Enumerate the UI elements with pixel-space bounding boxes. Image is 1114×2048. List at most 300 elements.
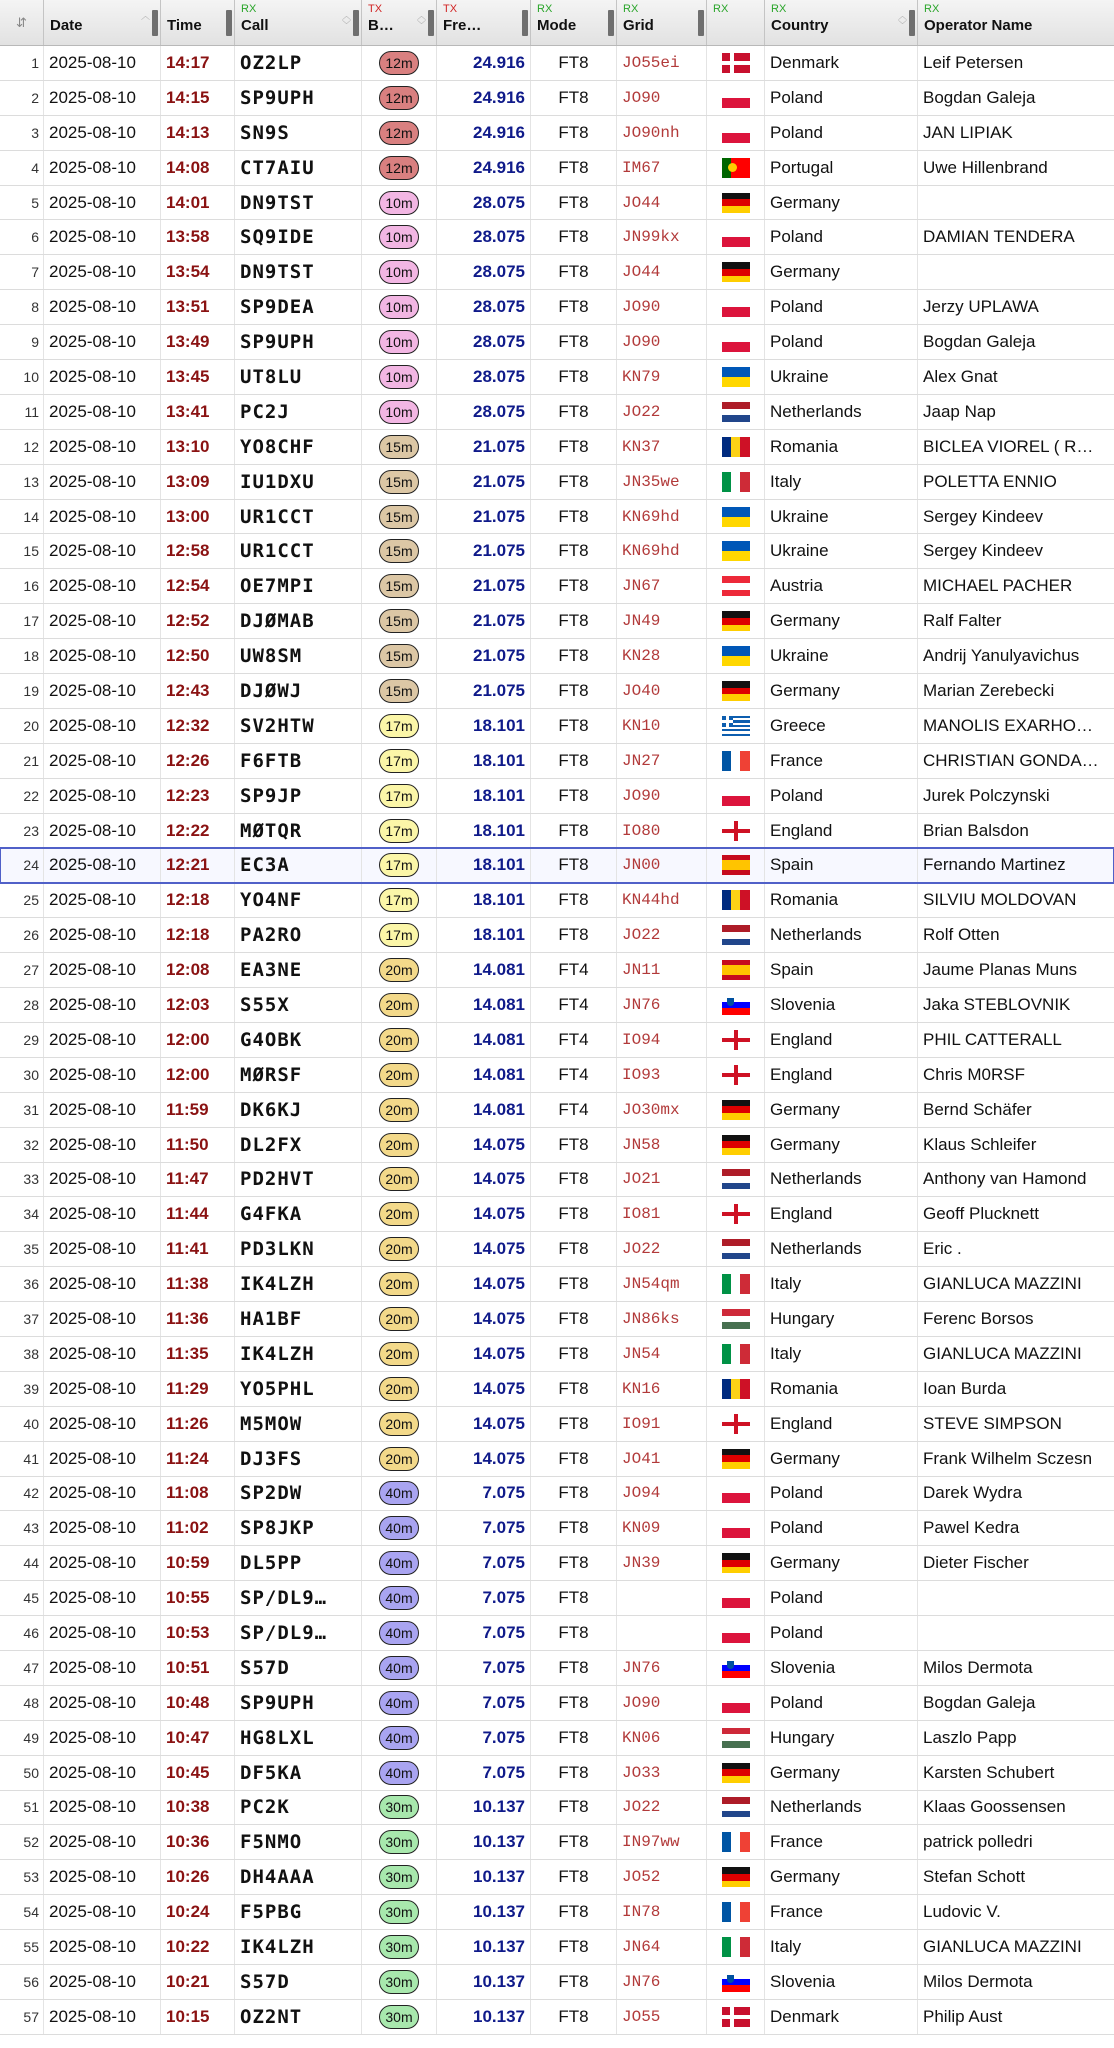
country-flag-icon bbox=[722, 1832, 750, 1852]
time-cell: 13:54 bbox=[161, 255, 235, 289]
table-row[interactable] bbox=[0, 1058, 1114, 1093]
country-cell: Ukraine bbox=[765, 360, 918, 394]
table-row[interactable] bbox=[0, 500, 1114, 535]
flag-cell bbox=[707, 604, 765, 638]
date-cell: 2025-08-10 bbox=[44, 500, 161, 534]
mode-cell: FT8 bbox=[531, 360, 617, 394]
grid-cell: JN76 bbox=[617, 988, 707, 1022]
country-cell: Germany bbox=[765, 604, 918, 638]
country-flag-icon bbox=[722, 646, 750, 666]
country-cell: Denmark bbox=[765, 46, 918, 80]
band-badge: 17m bbox=[379, 923, 419, 947]
table-row[interactable] bbox=[0, 779, 1114, 814]
table-row[interactable] bbox=[0, 81, 1114, 116]
row-number-header[interactable] bbox=[0, 0, 44, 45]
row-number: 17 bbox=[0, 604, 44, 638]
mode-cell: FT8 bbox=[531, 1477, 617, 1511]
column-resize-handle[interactable] bbox=[608, 10, 614, 36]
mode-cell: FT8 bbox=[531, 1651, 617, 1685]
date-cell: 2025-08-10 bbox=[44, 1825, 161, 1859]
country-flag-icon bbox=[722, 1065, 750, 1085]
flag-cell bbox=[707, 1825, 765, 1859]
time-cell: 10:47 bbox=[161, 1721, 235, 1755]
grid-cell: JN64 bbox=[617, 1930, 707, 1964]
date-column-header[interactable] bbox=[44, 0, 161, 45]
table-row[interactable] bbox=[0, 1860, 1114, 1895]
band-cell bbox=[362, 1058, 437, 1092]
grid-cell: IO91 bbox=[617, 1407, 707, 1441]
operator-cell: Philip Aust bbox=[923, 2006, 1003, 2026]
table-row[interactable] bbox=[0, 186, 1114, 221]
table-row[interactable] bbox=[0, 46, 1114, 81]
date-cell: 2025-08-10 bbox=[44, 744, 161, 778]
band-cell bbox=[362, 569, 437, 603]
table-row[interactable] bbox=[0, 848, 1114, 883]
tx-tag: TX bbox=[368, 3, 383, 15]
table-row[interactable] bbox=[0, 1651, 1114, 1686]
sort-arrows-icon[interactable]: ︿ ﹀ bbox=[416, 11, 426, 30]
band-badge: 10m bbox=[379, 330, 419, 354]
band-badge: 10m bbox=[379, 365, 419, 389]
row-number: 24 bbox=[0, 848, 44, 882]
band-cell bbox=[362, 430, 437, 464]
flag-cell bbox=[707, 1860, 765, 1894]
country-cell: Spain bbox=[765, 953, 918, 987]
operator-cell: Ralf Falter bbox=[923, 611, 1002, 631]
column-resize-handle[interactable] bbox=[909, 10, 915, 36]
operator-cell: Karsten Schubert bbox=[923, 1762, 1055, 1782]
row-number: 1 bbox=[0, 46, 44, 80]
date-cell: 2025-08-10 bbox=[44, 1965, 161, 1999]
time-cell: 13:10 bbox=[161, 430, 235, 464]
band-badge: 20m bbox=[379, 1063, 419, 1087]
row-number: 29 bbox=[0, 1023, 44, 1057]
table-row[interactable] bbox=[0, 1302, 1114, 1337]
column-header-bar bbox=[0, 0, 1114, 46]
grid-cell: KN16 bbox=[617, 1372, 707, 1406]
band-cell bbox=[362, 1232, 437, 1266]
table-row[interactable] bbox=[0, 1407, 1114, 1442]
country-flag-icon bbox=[722, 1658, 750, 1678]
date-cell: 2025-08-10 bbox=[44, 1058, 161, 1092]
column-resize-handle[interactable] bbox=[698, 10, 704, 36]
flag-column-header[interactable] bbox=[707, 0, 765, 45]
mode-cell: FT4 bbox=[531, 1023, 617, 1057]
time-cell: 11:29 bbox=[161, 1372, 235, 1406]
grid-cell: IO81 bbox=[617, 1197, 707, 1231]
column-resize-handle[interactable] bbox=[522, 10, 528, 36]
country-cell: Slovenia bbox=[765, 988, 918, 1022]
time-cell: 12:23 bbox=[161, 779, 235, 813]
band-badge: 40m bbox=[379, 1516, 419, 1540]
country-flag-icon bbox=[722, 1763, 750, 1783]
operator-header-label: Operator Name bbox=[924, 17, 1033, 34]
time-cell: 11:26 bbox=[161, 1407, 235, 1441]
time-cell: 10:15 bbox=[161, 2000, 235, 2034]
operator-cell: Pawel Kedra bbox=[923, 1518, 1020, 1538]
country-column-header[interactable] bbox=[765, 0, 918, 45]
table-row[interactable] bbox=[0, 1721, 1114, 1756]
flag-cell bbox=[707, 814, 765, 848]
flag-cell bbox=[707, 151, 765, 185]
grid-cell: KN10 bbox=[617, 709, 707, 743]
band-cell bbox=[362, 151, 437, 185]
row-number: 21 bbox=[0, 744, 44, 778]
table-row[interactable] bbox=[0, 814, 1114, 849]
table-row[interactable] bbox=[0, 639, 1114, 674]
frequency-cell: 28.075 bbox=[437, 255, 531, 289]
operator-cell: Klaus Schleifer bbox=[923, 1134, 1037, 1154]
row-number: 42 bbox=[0, 1477, 44, 1511]
mode-cell: FT8 bbox=[531, 220, 617, 254]
frequency-cell: 10.137 bbox=[437, 1860, 531, 1894]
band-cell bbox=[362, 1825, 437, 1859]
table-row[interactable] bbox=[0, 1093, 1114, 1128]
operator-cell: patrick polledri bbox=[923, 1832, 1033, 1852]
country-cell: Netherlands bbox=[765, 1163, 918, 1197]
table-row[interactable] bbox=[0, 290, 1114, 325]
time-cell: 13:58 bbox=[161, 220, 235, 254]
band-badge: 10m bbox=[379, 260, 419, 284]
table-row[interactable] bbox=[0, 1337, 1114, 1372]
mode-cell: FT8 bbox=[531, 1895, 617, 1929]
date-cell: 2025-08-10 bbox=[44, 46, 161, 80]
table-row[interactable] bbox=[0, 953, 1114, 988]
table-row[interactable] bbox=[0, 1197, 1114, 1232]
date-cell: 2025-08-10 bbox=[44, 814, 161, 848]
band-badge: 20m bbox=[379, 1202, 419, 1226]
country-cell: Hungary bbox=[765, 1721, 918, 1755]
mode-cell: FT4 bbox=[531, 1093, 617, 1127]
operator-cell: Bogdan Galeja bbox=[923, 332, 1036, 352]
row-number: 25 bbox=[0, 883, 44, 917]
frequency-header-label: Fre… bbox=[443, 17, 482, 34]
band-cell bbox=[362, 1860, 437, 1894]
table-row[interactable] bbox=[0, 1965, 1114, 2000]
band-cell bbox=[362, 604, 437, 638]
table-row[interactable] bbox=[0, 883, 1114, 918]
country-flag-icon bbox=[722, 88, 750, 108]
mode-column-header[interactable] bbox=[531, 0, 617, 45]
frequency-cell: 24.916 bbox=[437, 46, 531, 80]
row-number: 11 bbox=[0, 395, 44, 429]
date-cell: 2025-08-10 bbox=[44, 1232, 161, 1266]
country-flag-icon bbox=[722, 123, 750, 143]
frequency-cell: 21.075 bbox=[437, 569, 531, 603]
callsign-cell: DK6KJ bbox=[235, 1093, 362, 1127]
operator-column-header[interactable] bbox=[918, 0, 1114, 45]
operator-cell: Milos Dermota bbox=[923, 1971, 1033, 1991]
callsign-cell: SP9UPH bbox=[235, 1686, 362, 1720]
country-cell: Poland bbox=[765, 325, 918, 359]
table-row[interactable] bbox=[0, 674, 1114, 709]
callsign-cell: SP9JP bbox=[235, 779, 362, 813]
band-cell bbox=[362, 1511, 437, 1545]
row-number: 23 bbox=[0, 814, 44, 848]
band-cell bbox=[362, 465, 437, 499]
table-row[interactable] bbox=[0, 1825, 1114, 1860]
country-flag-icon bbox=[722, 890, 750, 910]
grid-cell: KN37 bbox=[617, 430, 707, 464]
band-cell bbox=[362, 1023, 437, 1057]
callsign-cell: S57D bbox=[235, 1965, 362, 1999]
band-cell bbox=[362, 1093, 437, 1127]
operator-cell: GIANLUCA MAZZINI bbox=[923, 1274, 1082, 1294]
callsign-cell: DN9TST bbox=[235, 255, 362, 289]
grid-cell: JN27 bbox=[617, 744, 707, 778]
callsign-cell: F5NMO bbox=[235, 1825, 362, 1859]
table-row[interactable] bbox=[0, 1930, 1114, 1965]
time-cell: 10:45 bbox=[161, 1756, 235, 1790]
frequency-column-header[interactable] bbox=[437, 0, 531, 45]
table-row[interactable] bbox=[0, 1616, 1114, 1651]
table-row[interactable] bbox=[0, 988, 1114, 1023]
flag-cell bbox=[707, 1372, 765, 1406]
callsign-cell: IK4LZH bbox=[235, 1267, 362, 1301]
row-number: 49 bbox=[0, 1721, 44, 1755]
frequency-cell: 21.075 bbox=[437, 500, 531, 534]
row-number: 43 bbox=[0, 1511, 44, 1545]
row-number: 48 bbox=[0, 1686, 44, 1720]
country-flag-icon bbox=[722, 1623, 750, 1643]
time-cell: 12:00 bbox=[161, 1023, 235, 1057]
time-cell: 10:22 bbox=[161, 1930, 235, 1964]
country-flag-icon bbox=[722, 960, 750, 980]
band-cell bbox=[362, 674, 437, 708]
time-cell: 11:02 bbox=[161, 1511, 235, 1545]
column-resize-handle[interactable] bbox=[226, 10, 232, 36]
time-cell: 12:21 bbox=[161, 848, 235, 882]
band-badge: 10m bbox=[379, 225, 419, 249]
frequency-cell: 14.075 bbox=[437, 1302, 531, 1336]
date-cell: 2025-08-10 bbox=[44, 116, 161, 150]
band-badge: 30m bbox=[379, 1865, 419, 1889]
mode-cell: FT8 bbox=[531, 1267, 617, 1301]
band-badge: 40m bbox=[379, 1726, 419, 1750]
table-row[interactable] bbox=[0, 709, 1114, 744]
table-row[interactable] bbox=[0, 1686, 1114, 1721]
operator-cell: Sergey Kindeev bbox=[923, 506, 1044, 526]
frequency-cell: 7.075 bbox=[437, 1477, 531, 1511]
column-resize-handle[interactable] bbox=[353, 10, 359, 36]
date-cell: 2025-08-10 bbox=[44, 1093, 161, 1127]
time-cell: 12:32 bbox=[161, 709, 235, 743]
table-row[interactable] bbox=[0, 1511, 1114, 1546]
table-row[interactable] bbox=[0, 1546, 1114, 1581]
table-row[interactable] bbox=[0, 1442, 1114, 1477]
row-number: 28 bbox=[0, 988, 44, 1022]
row-number: 55 bbox=[0, 1930, 44, 1964]
row-number: 46 bbox=[0, 1616, 44, 1650]
table-row[interactable] bbox=[0, 395, 1114, 430]
flag-cell bbox=[707, 1442, 765, 1476]
frequency-cell: 7.075 bbox=[437, 1686, 531, 1720]
table-row[interactable] bbox=[0, 918, 1114, 953]
band-column-header[interactable] bbox=[362, 0, 437, 45]
country-cell: Slovenia bbox=[765, 1965, 918, 1999]
operator-cell: Dieter Fischer bbox=[923, 1553, 1029, 1573]
table-row[interactable] bbox=[0, 1232, 1114, 1267]
flag-cell bbox=[707, 290, 765, 324]
table-row[interactable] bbox=[0, 220, 1114, 255]
band-cell bbox=[362, 1407, 437, 1441]
band-cell bbox=[362, 1442, 437, 1476]
table-row[interactable] bbox=[0, 1023, 1114, 1058]
row-number: 50 bbox=[0, 1756, 44, 1790]
table-row[interactable] bbox=[0, 1756, 1114, 1791]
row-number: 19 bbox=[0, 674, 44, 708]
operator-cell: Geoff Plucknett bbox=[923, 1204, 1039, 1224]
band-badge: 15m bbox=[379, 505, 419, 529]
table-row[interactable] bbox=[0, 604, 1114, 639]
flag-cell bbox=[707, 500, 765, 534]
sort-arrows-icon[interactable]: ︿ ﹀ bbox=[341, 11, 351, 30]
flag-cell bbox=[707, 1302, 765, 1336]
grid-cell: IO80 bbox=[617, 814, 707, 848]
table-row[interactable] bbox=[0, 360, 1114, 395]
callsign-cell: UR1CCT bbox=[235, 534, 362, 568]
time-column-header[interactable] bbox=[161, 0, 235, 45]
country-cell: Germany bbox=[765, 1093, 918, 1127]
country-flag-icon bbox=[722, 1867, 750, 1887]
grid-cell: KN44hd bbox=[617, 883, 707, 917]
band-cell bbox=[362, 500, 437, 534]
table-row[interactable] bbox=[0, 325, 1114, 360]
frequency-cell: 14.075 bbox=[437, 1267, 531, 1301]
date-cell: 2025-08-10 bbox=[44, 255, 161, 289]
table-row[interactable] bbox=[0, 1477, 1114, 1512]
callsign-cell: F5PBG bbox=[235, 1895, 362, 1929]
band-cell bbox=[362, 1477, 437, 1511]
table-row[interactable] bbox=[0, 744, 1114, 779]
callsign-cell: UW8SM bbox=[235, 639, 362, 673]
row-number: 8 bbox=[0, 290, 44, 324]
table-row[interactable] bbox=[0, 465, 1114, 500]
callsign-cell: SP/DL9… bbox=[235, 1616, 362, 1650]
band-cell bbox=[362, 1721, 437, 1755]
frequency-cell: 18.101 bbox=[437, 779, 531, 813]
country-cell: Poland bbox=[765, 1581, 918, 1615]
row-number: 31 bbox=[0, 1093, 44, 1127]
grid-cell: KN69hd bbox=[617, 534, 707, 568]
time-cell: 10:38 bbox=[161, 1791, 235, 1825]
sort-arrow-icon[interactable]: ︿ bbox=[140, 11, 150, 21]
operator-cell: JAN LIPIAK bbox=[923, 122, 1013, 142]
band-cell bbox=[362, 883, 437, 917]
country-cell: England bbox=[765, 1197, 918, 1231]
callsign-cell: CT7AIU bbox=[235, 151, 362, 185]
grid-cell: JN54qm bbox=[617, 1267, 707, 1301]
callsign-cell: HG8LXL bbox=[235, 1721, 362, 1755]
row-number: 30 bbox=[0, 1058, 44, 1092]
table-row[interactable] bbox=[0, 255, 1114, 290]
table-row[interactable] bbox=[0, 116, 1114, 151]
flag-cell bbox=[707, 325, 765, 359]
table-row[interactable] bbox=[0, 1581, 1114, 1616]
operator-cell: Frank Wilhelm Sczesn bbox=[923, 1448, 1093, 1468]
grid-cell bbox=[617, 1616, 707, 1650]
table-row[interactable] bbox=[0, 1163, 1114, 1198]
band-badge: 15m bbox=[379, 470, 419, 494]
callsign-cell: SP2DW bbox=[235, 1477, 362, 1511]
date-cell: 2025-08-10 bbox=[44, 1721, 161, 1755]
table-row[interactable] bbox=[0, 2000, 1114, 2035]
callsign-cell: YO4NF bbox=[235, 883, 362, 917]
table-row[interactable] bbox=[0, 534, 1114, 569]
table-row[interactable] bbox=[0, 1267, 1114, 1302]
operator-cell: Jerzy UPLAWA bbox=[923, 297, 1039, 317]
mode-cell: FT8 bbox=[531, 116, 617, 150]
table-row[interactable] bbox=[0, 569, 1114, 604]
date-cell: 2025-08-10 bbox=[44, 1442, 161, 1476]
date-cell: 2025-08-10 bbox=[44, 186, 161, 220]
grid-cell: JO52 bbox=[617, 1860, 707, 1894]
frequency-cell: 14.075 bbox=[437, 1442, 531, 1476]
grid-cell: KN09 bbox=[617, 1511, 707, 1545]
date-header-label: Date bbox=[50, 17, 83, 34]
rx-tag: RX bbox=[241, 3, 257, 15]
country-cell: Italy bbox=[765, 465, 918, 499]
country-cell: Poland bbox=[765, 116, 918, 150]
band-cell bbox=[362, 1895, 437, 1929]
operator-cell: Laszlo Papp bbox=[923, 1727, 1017, 1747]
frequency-cell: 18.101 bbox=[437, 744, 531, 778]
row-number: 18 bbox=[0, 639, 44, 673]
country-flag-icon bbox=[722, 1972, 750, 1992]
column-resize-handle[interactable] bbox=[428, 10, 434, 36]
time-cell: 11:44 bbox=[161, 1197, 235, 1231]
grid-column-header[interactable] bbox=[617, 0, 707, 45]
callsign-cell: S57D bbox=[235, 1651, 362, 1685]
call-column-header[interactable] bbox=[235, 0, 362, 45]
row-number: 6 bbox=[0, 220, 44, 254]
callsign-cell: SP9DEA bbox=[235, 290, 362, 324]
country-flag-icon bbox=[722, 507, 750, 527]
date-cell: 2025-08-10 bbox=[44, 2000, 161, 2034]
grid-cell: JO40 bbox=[617, 674, 707, 708]
mode-cell: FT8 bbox=[531, 744, 617, 778]
table-row[interactable] bbox=[0, 1372, 1114, 1407]
column-resize-handle[interactable] bbox=[152, 10, 158, 36]
time-cell: 11:50 bbox=[161, 1128, 235, 1162]
band-cell bbox=[362, 744, 437, 778]
time-cell: 12:43 bbox=[161, 674, 235, 708]
table-row[interactable] bbox=[0, 1791, 1114, 1826]
callsign-cell: SP/DL9… bbox=[235, 1581, 362, 1615]
table-row[interactable] bbox=[0, 1895, 1114, 1930]
country-cell: Germany bbox=[765, 1442, 918, 1476]
table-row[interactable] bbox=[0, 151, 1114, 186]
frequency-cell: 28.075 bbox=[437, 186, 531, 220]
country-flag-icon bbox=[722, 925, 750, 945]
row-number: 56 bbox=[0, 1965, 44, 1999]
time-cell: 13:41 bbox=[161, 395, 235, 429]
sort-arrows-icon[interactable]: ︿ ﹀ bbox=[897, 11, 907, 30]
table-row[interactable] bbox=[0, 1128, 1114, 1163]
row-number: 20 bbox=[0, 709, 44, 743]
country-flag-icon bbox=[722, 1902, 750, 1922]
date-cell: 2025-08-10 bbox=[44, 1197, 161, 1231]
country-flag-icon bbox=[722, 1239, 750, 1259]
callsign-cell: DF5KA bbox=[235, 1756, 362, 1790]
band-cell bbox=[362, 290, 437, 324]
country-cell: Netherlands bbox=[765, 1791, 918, 1825]
operator-cell: Jurek Polczynski bbox=[923, 785, 1050, 805]
table-row[interactable] bbox=[0, 430, 1114, 465]
sort-toggle-icon[interactable]: ⇵ bbox=[16, 15, 27, 30]
time-cell: 12:03 bbox=[161, 988, 235, 1022]
grid-cell: IN78 bbox=[617, 1895, 707, 1929]
